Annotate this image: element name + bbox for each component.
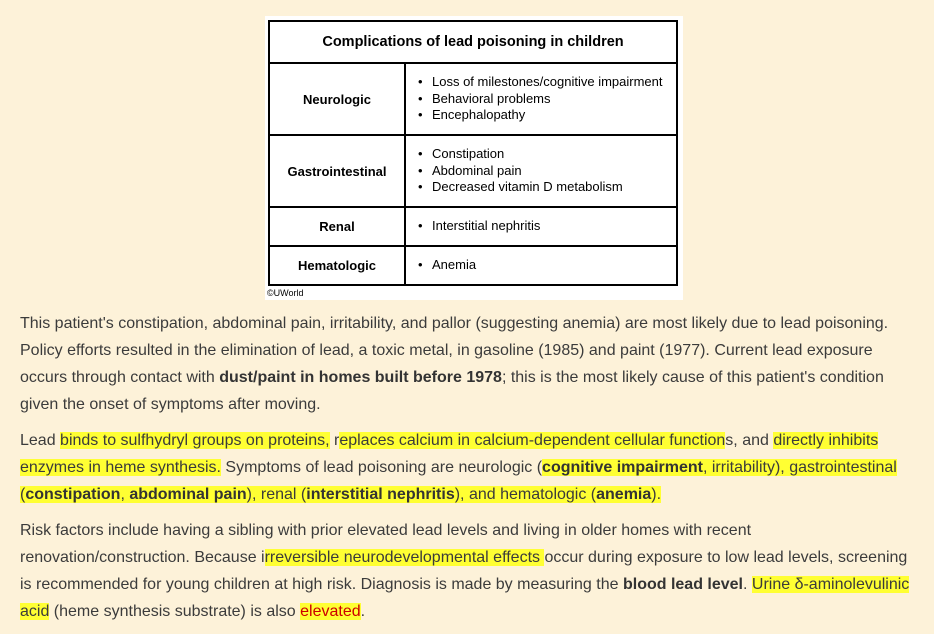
complications-table [268, 20, 678, 286]
row-category: Neurologic [269, 63, 405, 135]
highlight[interactable]: binds to sulfhydryl groups on proteins, [60, 432, 330, 449]
list-item: • Interstitial nephritis [418, 218, 668, 235]
list-item: • Loss of milestones/cognitive impairment [418, 74, 668, 91]
list-item: • Encephalopathy [418, 107, 668, 124]
list-item: • Decreased vitamin D metabolism [418, 179, 668, 196]
list-item: • Behavioral problems [418, 91, 668, 108]
row-category: Hematologic [269, 246, 405, 285]
explanation-paragraph-3: Risk factors include having a sibling with prior elevated lead levels and living in older homes with recent renovation/construction. Because irreversible neurodevelopmental effects occur during exposure to low lead levels, screening is recommended for young children at high risk. Diagnosis is made by measuring the blood lead level. Urine δ-aminolevulinic acid (heme synthesis substrate) is also elevated. [20, 522, 910, 620]
highlight[interactable]: eplaces calcium in calcium-dependent cellular function [339, 432, 726, 449]
table-row [269, 246, 677, 285]
explanation-paragraph-1: This patient's constipation, abdominal pain, irritability, and pallor (suggesting anemia) are most likely due to lead poisoning. Policy efforts resulted in the elimination of lead, a toxic metal, in gasoline (1985) and paint (1977). Current lead exposure occurs through contact with dust/paint in homes built before 1978; this is the most likely cause of this patient's condition given the onset of symptoms after moving. [20, 315, 889, 413]
copyright-label: ©UWorld [267, 288, 304, 298]
explanation-paragraph-2: Lead binds to sulfhydryl groups on proteins, replaces calcium in calcium-dependent cellular functions, and directly inhibits enzymes in heme synthesis. Symptoms of lead poisoning are neurologic (cognitive impairment, irritability), gastrointestinal (constipation, abdominal pain), renal (interstitial nephritis), and hematologic (anemia). [20, 432, 897, 503]
list-item: • Anemia [418, 257, 668, 274]
bold-text: dust/paint in homes built before 1978 [219, 369, 502, 386]
bold-text: blood lead level [622, 576, 743, 593]
highlight[interactable]: rreversible neurodevelopmental effects [264, 549, 545, 566]
list-item: • Abdominal pain [418, 163, 668, 180]
row-category: Renal [269, 207, 405, 246]
highlight[interactable]: directly inhibits enzymes in heme synthesis. [20, 432, 879, 476]
highlight: cognitive impairment, irritability), gastrointestinal (constipation, abdominal pain), renal (interstitial nephritis), and hematologic (anemia). [20, 459, 897, 503]
list-item: • Constipation [418, 146, 668, 163]
explanation-text [20, 310, 920, 634]
highlight-elevated[interactable]: elevated [300, 603, 361, 620]
highlight[interactable]: Urine δ-aminolevulinic acid [20, 576, 910, 620]
table-row [269, 207, 677, 246]
row-category: Gastrointestinal [269, 135, 405, 207]
table-row [269, 63, 677, 135]
complications-table-figure [265, 16, 683, 300]
table-row [269, 135, 677, 207]
table-title: Complications of lead poisoning in children [269, 21, 677, 63]
